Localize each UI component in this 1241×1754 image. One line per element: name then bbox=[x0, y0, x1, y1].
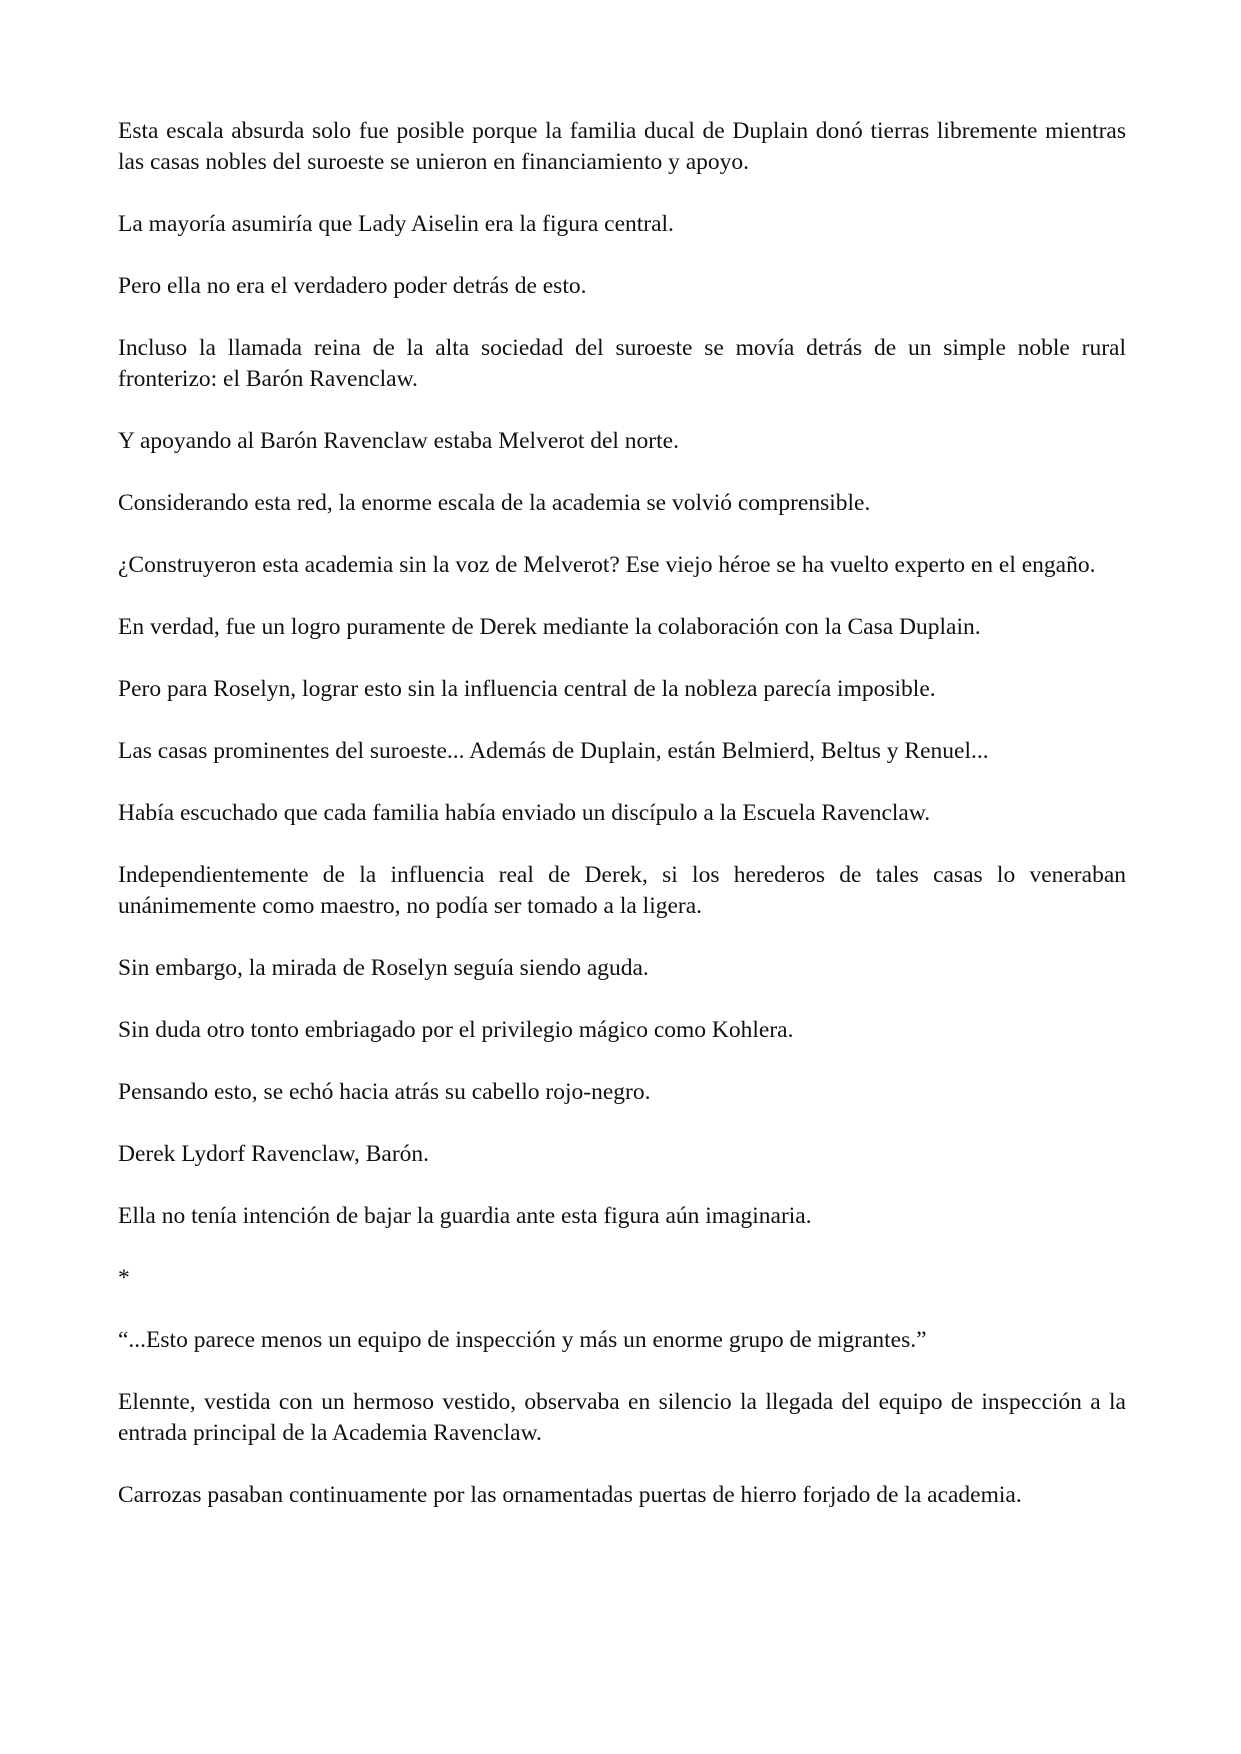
paragraph: Las casas prominentes del suroeste... Además de Duplain, están Belmierd, Beltus y Renuel... bbox=[118, 738, 989, 764]
paragraph: Sin embargo, la mirada de Roselyn seguía siendo aguda. bbox=[118, 955, 649, 981]
paragraph: Carrozas pasaban continuamente por las ornamentadas puertas de hierro forjado de la academia. bbox=[118, 1482, 1022, 1508]
paragraph: Y apoyando al Barón Ravenclaw estaba Melverot del norte. bbox=[118, 428, 679, 454]
paragraph: Sin duda otro tonto embriagado por el privilegio mágico como Kohlera. bbox=[118, 1017, 794, 1043]
paragraph: Derek Lydorf Ravenclaw, Barón. bbox=[118, 1141, 430, 1167]
paragraph: Elennte, vestida con un hermoso vestido, observaba en silencio la llegada del equipo de inspección a la entrada principal de la Academia Ravenclaw. bbox=[118, 1389, 1126, 1446]
paragraph: Esta escala absurda solo fue posible porque la familia ducal de Duplain donó tierras libremente mientras las casas nobles del suroeste se unieron en financiamiento y apoyo. bbox=[118, 118, 1126, 175]
paragraph: Pero ella no era el verdadero poder detrás de esto. bbox=[118, 273, 587, 299]
paragraph: Independientemente de la influencia real de Derek, si los herederos de tales casas lo veneraban unánimemente como maestro, no podía ser tomado a la ligera. bbox=[118, 862, 1126, 919]
paragraph: Pensando esto, se echó hacia atrás su cabello rojo-negro. bbox=[118, 1079, 651, 1105]
paragraph: “...Esto parece menos un equipo de inspección y más un enorme grupo de migrantes.” bbox=[118, 1327, 927, 1353]
paragraph: Incluso la llamada reina de la alta sociedad del suroeste se movía detrás de un simple noble rural fronterizo: el Barón Ravenclaw. bbox=[118, 335, 1126, 392]
document-page bbox=[118, 116, 1126, 1542]
paragraph: Pero para Roselyn, lograr esto sin la influencia central de la nobleza parecía imposible. bbox=[118, 676, 936, 702]
paragraph: La mayoría asumiría que Lady Aiselin era la figura central. bbox=[118, 211, 674, 237]
paragraph: Ella no tenía intención de bajar la guardia ante esta figura aún imaginaria. bbox=[118, 1203, 812, 1229]
paragraph: En verdad, fue un logro puramente de Derek mediante la colaboración con la Casa Duplain. bbox=[118, 614, 981, 640]
paragraph: ¿Construyeron esta academia sin la voz de Melverot? Ese viejo héroe se ha vuelto experto en el engaño. bbox=[118, 552, 1096, 578]
scene-break: * bbox=[118, 1265, 130, 1291]
paragraph: Considerando esta red, la enorme escala de la academia se volvió comprensible. bbox=[118, 490, 871, 516]
paragraph: Había escuchado que cada familia había enviado un discípulo a la Escuela Ravenclaw. bbox=[118, 800, 931, 826]
